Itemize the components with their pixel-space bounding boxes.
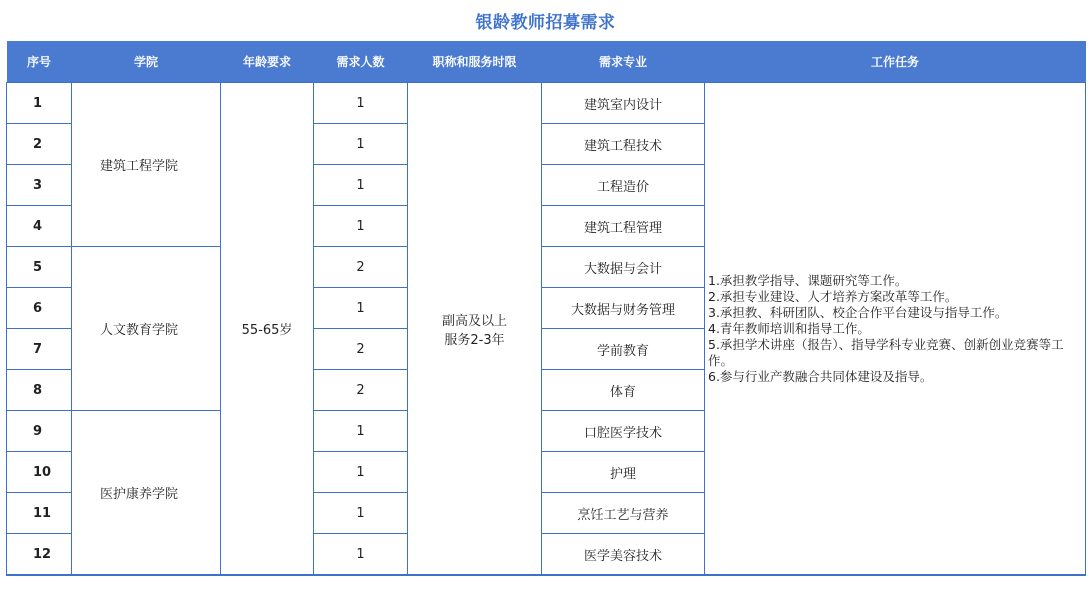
title-term-cell: [408, 83, 542, 576]
title-requirement: 副高及以上: [441, 313, 507, 329]
count-cell: 1: [314, 534, 408, 576]
task-item: 6.参与行业产教融合共同体建设及指导。: [708, 368, 933, 384]
major-cell: 大数据与会计: [542, 247, 705, 288]
row-number: 5: [7, 247, 72, 288]
header-college: 学院: [72, 41, 221, 83]
header-title-term: 职称和服务时限: [408, 41, 542, 83]
major-cell: 工程造价: [542, 165, 705, 206]
major-cell: 建筑室内设计: [542, 83, 705, 124]
header-count: 需求人数: [314, 41, 408, 83]
row-number: 3: [7, 165, 72, 206]
row-number: 2: [7, 124, 72, 165]
major-cell: 建筑工程管理: [542, 206, 705, 247]
task-item: 2.承担专业建设、人才培养方案改革等工作。: [708, 288, 958, 304]
major-cell: 烹饪工艺与营养: [542, 493, 705, 534]
task-item: 4.青年教师培训和指导工作。: [708, 320, 870, 336]
count-cell: 1: [314, 452, 408, 493]
header-no: 序号: [7, 41, 72, 83]
major-cell: 大数据与财务管理: [542, 288, 705, 329]
count-cell: 1: [314, 124, 408, 165]
service-term: 服务2-3年: [444, 332, 505, 348]
row-number: 10: [7, 452, 72, 493]
row-number: 1: [7, 83, 72, 124]
age-cell: 55-65岁: [221, 83, 314, 576]
major-cell: 体育: [542, 370, 705, 411]
count-cell: 1: [314, 165, 408, 206]
count-cell: 1: [314, 83, 408, 124]
row-number: 4: [7, 206, 72, 247]
task-item: 1.承担教学指导、课题研究等工作。: [708, 272, 908, 288]
major-cell: 护理: [542, 452, 705, 493]
count-cell: 1: [314, 411, 408, 452]
college-cell: 建筑工程学院: [72, 83, 221, 247]
row-number: 8: [7, 370, 72, 411]
major-cell: 建筑工程技术: [542, 124, 705, 165]
college-cell: 人文教育学院: [72, 247, 221, 411]
major-cell: 口腔医学技术: [542, 411, 705, 452]
row-number: 9: [7, 411, 72, 452]
header-major: 需求专业: [542, 41, 705, 83]
count-cell: 2: [314, 329, 408, 370]
major-cell: 医学美容技术: [542, 534, 705, 576]
tasks-cell: [705, 83, 1086, 576]
table-row: [7, 83, 1086, 124]
recruitment-table: [6, 41, 1086, 576]
task-item: 5.承担学术讲座（报告）、指导学科专业竞赛、创新创业竞赛等工作。: [708, 336, 1064, 368]
major-cell: 学前教育: [542, 329, 705, 370]
count-cell: 2: [314, 247, 408, 288]
count-cell: 1: [314, 493, 408, 534]
row-number: 6: [7, 288, 72, 329]
task-item: 3.承担教、科研团队、校企合作平台建设与指导工作。: [708, 304, 1008, 320]
row-number: 11: [7, 493, 72, 534]
count-cell: 1: [314, 288, 408, 329]
row-number: 7: [7, 329, 72, 370]
header-tasks: 工作任务: [705, 41, 1086, 83]
page-title: 银龄教师招募需求: [475, 13, 616, 33]
row-number: 12: [7, 534, 72, 576]
header-age: 年龄要求: [221, 41, 314, 83]
college-cell: 医护康养学院: [72, 411, 221, 576]
header-row: [7, 41, 1086, 83]
count-cell: 1: [314, 206, 408, 247]
count-cell: 2: [314, 370, 408, 411]
